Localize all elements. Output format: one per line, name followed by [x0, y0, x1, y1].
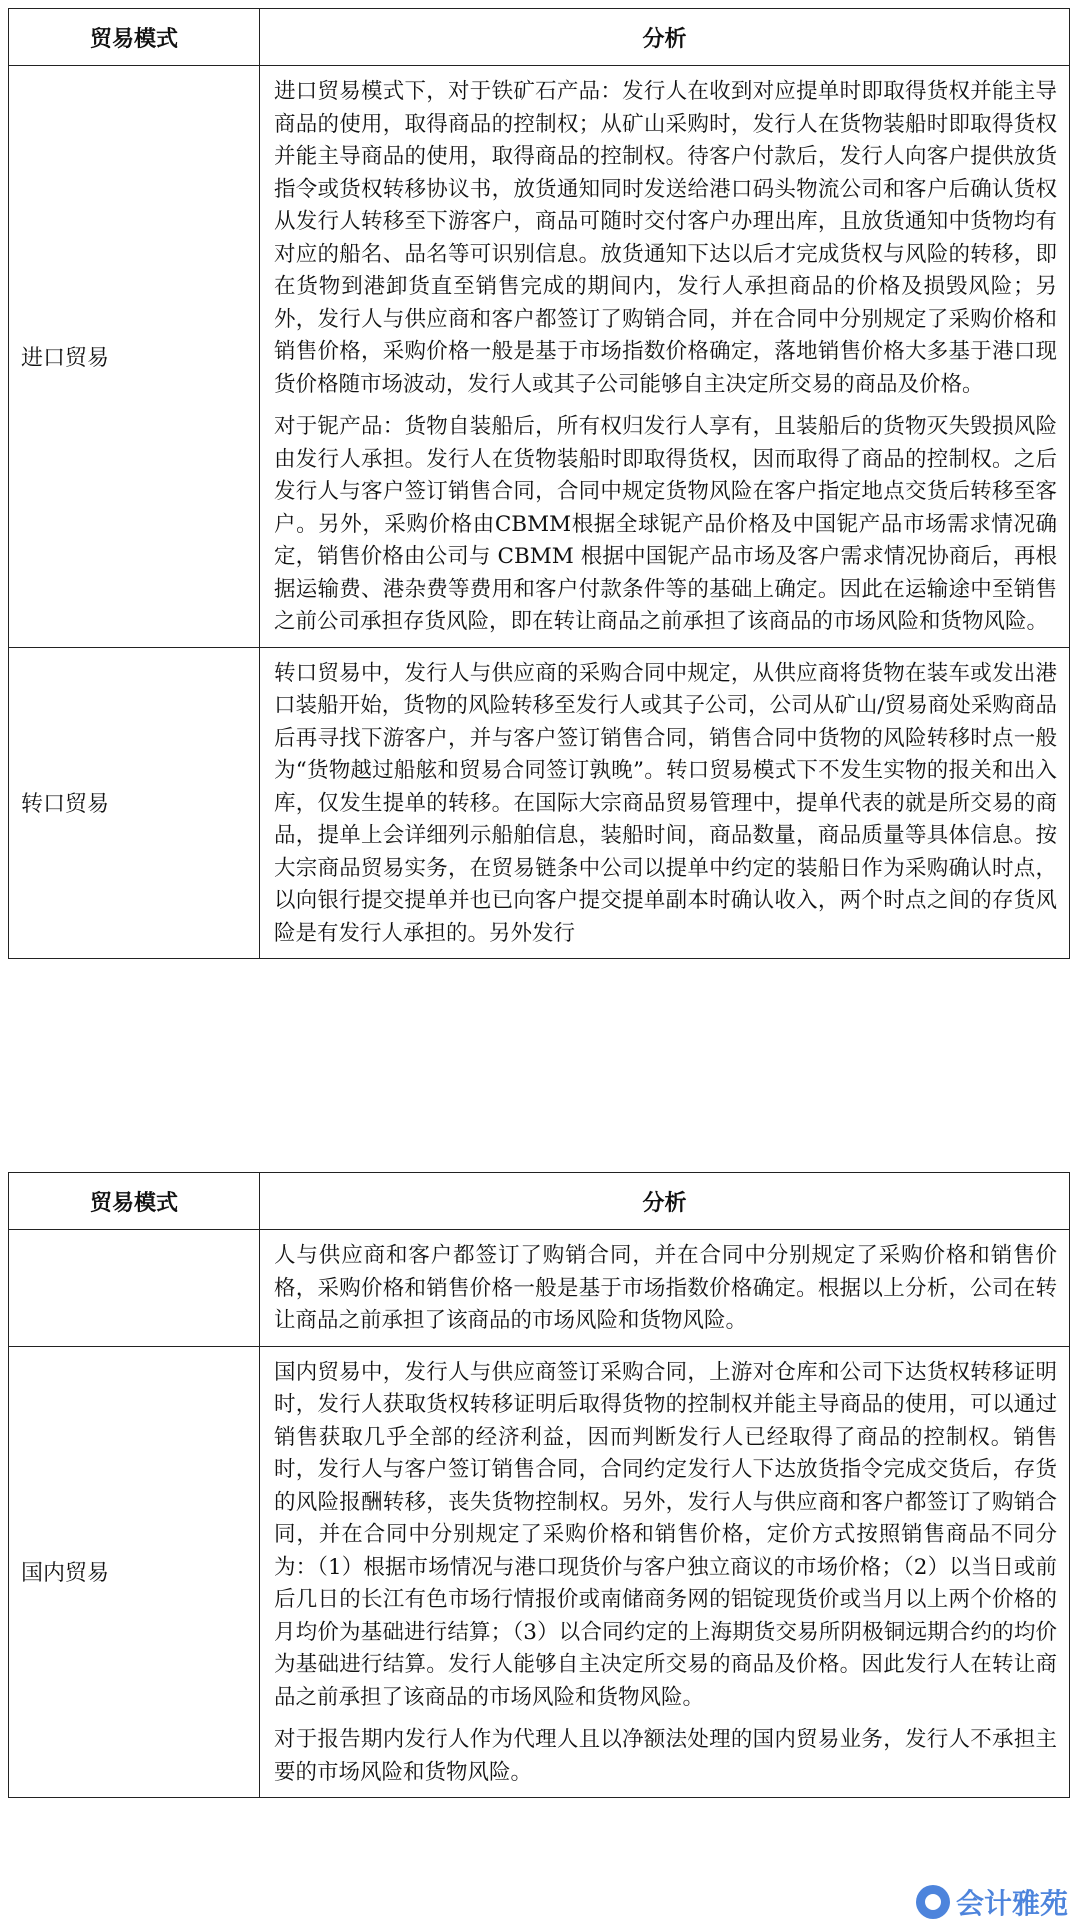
mode-domestic: 国内贸易	[9, 1346, 260, 1798]
table-row-import	[9, 66, 1070, 648]
analysis-transit-part1: 转口贸易中，发行人与供应商的采购合同中规定，从供应商将货物在装车或发出港口装船开始，货物的风险转移至发行人或其子公司，公司从矿山/贸易商处采购商品后再寻找下游客户，并与客户签订销售合同，销售合同中货物的风险转移时点一般为“货物越过船舷和贸易合同签订孰晚”。转口贸易模式下不发生实物的报关和出入库，仅发生提单的转移。在国际大宗商品贸易管理中，提单代表的就是所交易的商品，提单上会详细列示船舶信息，装船时间，商品数量，商品质量等具体信息。按大宗商品贸易实务，在贸易链条中公司以提单中约定的装船日作为采购确认时点，以向银行提交提单并也已向客户提交提单副本时确认收入，两个时点之间的存货风险是有发行人承担的。另外发行	[274, 660, 1057, 946]
analysis-import-iron-ore: 进口贸易模式下，对于铁矿石产品：发行人在收到对应提单时即取得货权并能主导商品的使用，取得商品的控制权；从矿山采购时，发行人在货物装船时即取得货权并能主导商品的使用，取得商品的控制权。待客户付款后，发行人向客户提供放货指令或货权转移协议书，放货通知同时发送给港口码头物流公司和客户后确认货权从发行人转移至下游客户，商品可随时交付客户办理出库，且放货通知中货物均有对应的船名、品名等可识别信息。放货通知下达以后才完成货权与风险的转移，即在货物到港卸货直至销售完成的期间内，发行人承担商品的价格及损毁风险；另外，发行人与供应商和客户都签订了购销合同，并在合同中分别规定了采购价格和销售价格，采购价格一般是基于市场指数价格确定，落地销售价格大多基于港口现货价格随市场波动，发行人或其子公司能够自主决定所交易的商品及价格。	[274, 79, 1057, 397]
table-row-transit	[9, 647, 1070, 959]
table-header-row	[9, 9, 1070, 66]
analysis-import	[260, 66, 1070, 648]
analysis-domestic	[260, 1346, 1070, 1798]
analysis-domestic-main: 国内贸易中，发行人与供应商签订采购合同，上游对仓库和公司下达货权转移证明时，发行人获取货权转移证明后取得货物的控制权并能主导商品的使用，可以通过销售获取几乎全部的经济利益，因而判断发行人已经取得了商品的控制权。销售时，发行人与客户签订销售合同，合同约定发行人下达放货指令完成交货后，存货的风险报酬转移，丧失货物控制权。另外，发行人与供应商和客户都签订了购销合同，并在合同中分别规定了采购价格和销售价格，定价方式按照销售商品不同分为：（1）根据市场情况与港口现货价与客户独立商议的市场价格；（2）以当日或前后几日的长江有色市场行情报价或南储商务网的铝锭现货价或当月以上两个价格的月均价为基础进行结算；（3）以合同约定的上海期货交易所阴极铜远期合约的均价为基础进行结算。发行人能够自主决定所交易的商品及价格。因此发行人在转让商品之前承担了该商品的市场风险和货物风险。	[274, 1359, 1057, 1710]
analysis-transit-part2: 人与供应商和客户都签订了购销合同，并在合同中分别规定了采购价格和销售价格，采购价格和销售价格一般是基于市场指数价格确定。根据以上分析，公司在转让商品之前承担了该商品的市场风险和货物风险。	[274, 1243, 1057, 1333]
watermark-text: 会计雅苑	[955, 1887, 1068, 1920]
mode-transit-cont	[9, 1230, 260, 1347]
trade-mode-table-page-2	[8, 1172, 1070, 1798]
mode-transit: 转口贸易	[9, 647, 260, 959]
table-row-transit-cont	[9, 1230, 1070, 1347]
header-analysis: 分析	[260, 9, 1070, 66]
analysis-transit	[260, 647, 1070, 959]
header-trade-mode: 贸易模式	[9, 1173, 260, 1230]
analysis-transit-cont	[260, 1230, 1070, 1347]
watermark	[916, 1882, 1068, 1922]
mode-import: 进口贸易	[9, 66, 260, 648]
table-row-domestic	[9, 1346, 1070, 1798]
analysis-import-niobium: 对于铌产品：货物自装船后，所有权归发行人享有，且装船后的货物灭失毁损风险由发行人承担。发行人在货物装船时即取得货权，因而取得了商品的控制权。之后发行人与客户签订销售合同，合同中规定货物风险在客户指定地点交货后转移至客户。另外，采购价格由CBMM根据全球铌产品价格及中国铌产品市场需求情况确定，销售价格由公司与 CBMM 根据中国铌产品市场及客户需求情况协商后，再根据运输费、港杂费等费用和客户付款条件等的基础上确定。因此在运输途中至销售之前公司承担存货风险，即在转让商品之前承担了该商品的市场风险和货物风险。	[274, 414, 1057, 634]
header-trade-mode: 贸易模式	[9, 9, 260, 66]
trade-mode-table-page-1	[8, 8, 1070, 959]
watermark-logo-icon	[916, 1885, 950, 1919]
analysis-domestic-agent: 对于报告期内发行人作为代理人且以净额法处理的国内贸易业务，发行人不承担主要的市场风险和货物风险。	[274, 1727, 1057, 1785]
table-header-row	[9, 1173, 1070, 1230]
header-analysis: 分析	[260, 1173, 1070, 1230]
